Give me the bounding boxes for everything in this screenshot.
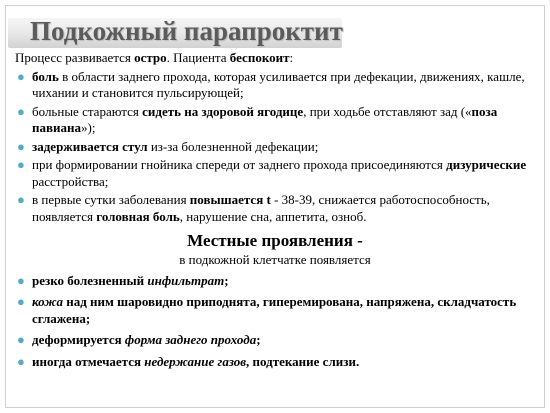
item-text: , при ходьбе отставляют зад (« [303,103,472,119]
item-italic: форма заднего прохода [124,332,257,347]
symptom-list [15,69,535,226]
item-bold: сидеть на здоровой ягодице [142,103,304,119]
item-text: при формировании гнойника спереди от заднего прохода присоединяются [32,157,447,172]
item-text: »); [81,120,96,135]
item-bold: дизурические [446,157,527,172]
list-item [15,157,535,190]
item-text: , нарушение сна, аппетита, озноб. [179,208,367,224]
item-bold: головная боль [96,208,180,224]
item-text: ; [224,272,229,288]
bullet-icon: ● [17,353,25,369]
bullet-icon: ● [17,272,25,288]
item-text: расстройства; [32,173,109,189]
list-item [15,332,535,349]
item-italic: инфильтрат [147,272,225,288]
list-item [15,294,535,327]
list-item [15,192,535,225]
item-text: в первые сутки заболевания [32,192,190,207]
bullet-icon: ● [17,68,25,84]
intro-text: Процесс развивается [15,50,135,65]
bullet-icon: ● [17,192,25,207]
item-text: иногда отмечается [32,353,145,369]
intro-text: . Пациента [166,50,230,65]
intro-bold: беспокоит [229,50,290,65]
item-text: в области заднего прохода, которая усиливается при дефекации, движениях, кашле, чихании и становится пульсирующей; [32,68,525,100]
bullet-icon: ● [17,332,25,347]
list-item [15,139,535,156]
item-text: , подтекание слизи. [246,353,360,369]
list-item [15,273,535,290]
bullet-icon: ● [17,138,25,154]
intro-text: : [289,50,294,65]
section-subheading: в подкожной клетчатке появляется [179,252,371,267]
item-italic: недержание газов [144,353,247,369]
item-bold: поза павиана [32,103,498,135]
item-bold: повышается t [189,192,271,207]
list-item [15,354,535,371]
item-bold: задерживается стул [32,138,148,154]
local-signs-list [15,273,535,371]
item-text: больные стараются [32,103,143,119]
bullet-icon: ● [17,103,25,119]
item-text: из-за болезненной дефекации; [147,138,319,154]
bullet-icon: ● [17,294,25,309]
item-bold: боль [32,68,59,84]
page-title: Подкожный парапроктит [30,16,343,46]
section-heading: Местные проявления - [187,231,363,250]
content [15,50,535,375]
item-text: над ним шаровидно приподнята, гиперемирована, напряжена, складчатость сглажена; [32,294,517,326]
item-text: резко болезненный [32,272,148,288]
bullet-icon: ● [17,157,25,172]
item-italic: кожа [32,294,63,309]
intro-bold: остро [134,50,167,65]
list-item [15,104,535,137]
item-text: деформируется [32,332,125,347]
list-item [15,69,535,102]
item-text: - 38-39, снижается работоспособность, появляется [32,192,490,224]
intro-paragraph [15,50,535,67]
item-text: ; [256,332,261,347]
